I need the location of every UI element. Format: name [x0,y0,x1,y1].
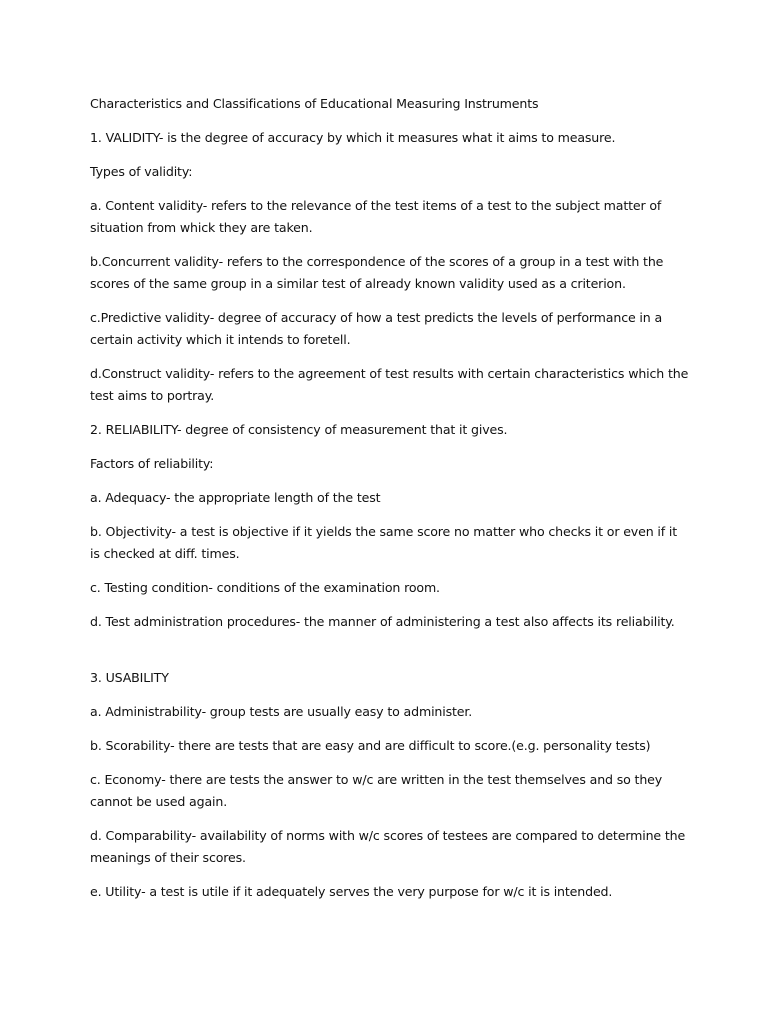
reliability-item-objectivity: b. Objectivity- a test is objective if it yields the same score no matter who checks it or even if it is checked at diff. times. [90,524,678,561]
validity-item-content: a. Content validity- refers to the relevance of the test items of a test to the subject matter of situation from whick they are taken. [90,198,662,235]
reliability-item-adequacy: a. Adequacy- the appropriate length of the test [90,490,381,505]
validity-item-concurrent: b.Concurrent validity- refers to the correspondence of the scores of a group in a test with the scores of the same group in a similar test of already known validity used as a criterion. [90,254,664,291]
usability-item-scorability: b. Scorability- there are tests that are easy and are difficult to score.(e.g. personality tests) [90,738,651,753]
reliability-item-testing-condition: c. Testing condition- conditions of the examination room. [90,580,440,595]
usability-item-comparability: d. Comparability- availability of norms with w/c scores of testees are compared to determine the meanings of their scores. [90,828,686,865]
reliability-item-administration: d. Test administration procedures- the manner of administering a test also affects its reliability. [90,614,675,629]
validity-item-construct: d.Construct validity- refers to the agreement of test results with certain characteristics which the test aims to portray. [90,366,689,403]
usability-item-economy: c. Economy- there are tests the answer to w/c are written in the test themselves and so they cannot be used again. [90,772,663,809]
document-title: Characteristics and Classifications of Educational Measuring Instruments [90,96,539,111]
validity-item-predictive: c.Predictive validity- degree of accuracy of how a test predicts the levels of performance in a certain activity which it intends to foretell. [90,310,663,347]
usability-item-administrability: a. Administrability- group tests are usually easy to administer. [90,704,473,719]
document-page [90,93,690,915]
validity-heading: 1. VALIDITY- is the degree of accuracy by which it measures what it aims to measure. [90,130,616,145]
reliability-heading: 2. RELIABILITY- degree of consistency of measurement that it gives. [90,422,508,437]
reliability-factors-label: Factors of reliability: [90,456,214,471]
validity-types-label: Types of validity: [90,164,193,179]
usability-item-utility: e. Utility- a test is utile if it adequately serves the very purpose for w/c it is intended. [90,884,613,899]
usability-heading: 3. USABILITY [90,670,169,685]
